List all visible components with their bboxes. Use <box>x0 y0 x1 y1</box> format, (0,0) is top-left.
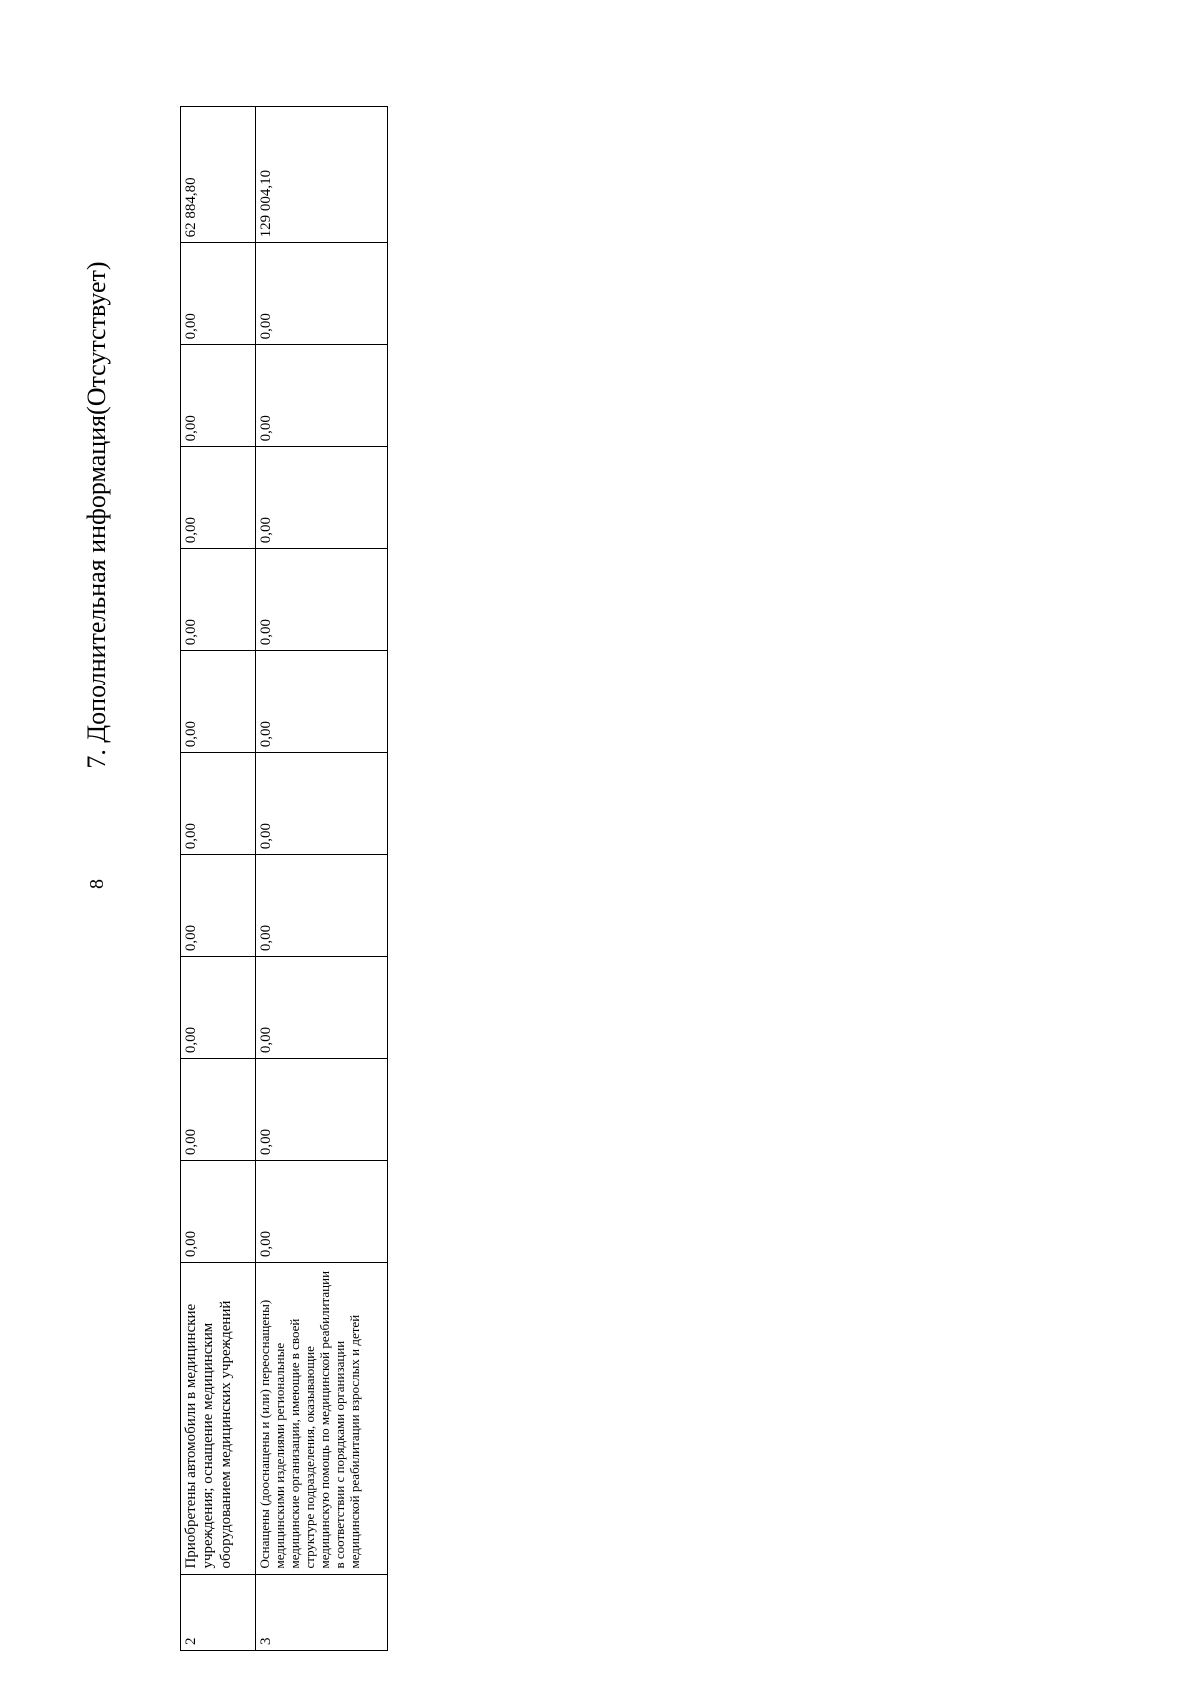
value-cell: 0,00 <box>181 651 256 753</box>
value-cell: 0,00 <box>256 1059 388 1161</box>
total-cell: 129 004,10 <box>256 107 388 243</box>
value-cell: 0,00 <box>181 243 256 345</box>
rotated-table-wrapper <box>180 106 381 1651</box>
row-description: Приобретены автомобили в медицинские учреждения; оснащение медицинским оборудованием медицинских учреждений <box>181 1263 256 1574</box>
table-row <box>256 107 388 1651</box>
value-cell: 0,00 <box>256 1161 388 1263</box>
value-cell: 0,00 <box>256 345 388 447</box>
page-number: 8 <box>86 879 108 889</box>
data-table <box>180 106 388 1651</box>
table-row <box>181 107 256 1651</box>
value-cell: 0,00 <box>181 1161 256 1263</box>
value-cell: 0,00 <box>256 855 388 957</box>
total-cell: 62 884,80 <box>181 107 256 243</box>
row-number: 3 <box>256 1574 388 1650</box>
value-cell: 0,00 <box>256 243 388 345</box>
value-cell: 0,00 <box>181 447 256 549</box>
value-cell: 0,00 <box>181 753 256 855</box>
value-cell: 0,00 <box>181 549 256 651</box>
value-cell: 0,00 <box>181 855 256 957</box>
value-cell: 0,00 <box>256 447 388 549</box>
value-cell: 0,00 <box>256 753 388 855</box>
section-title: 7. Дополнительная информация(Отсутствует) <box>82 261 111 769</box>
value-cell: 0,00 <box>256 549 388 651</box>
row-number: 2 <box>181 1574 256 1650</box>
value-cell: 0,00 <box>256 957 388 1059</box>
value-cell: 0,00 <box>256 651 388 753</box>
value-cell: 0,00 <box>181 957 256 1059</box>
row-description: Оснащены (дооснащены и (или) переоснащены) медицинскими изделиями региональные медицинские организации, имеющие в своей структуре подразделения, оказывающие медицинскую помощь по медицинской реабилитации в соответствии с порядками организации медицинской реабилитации взрослых и детей <box>256 1263 388 1574</box>
value-cell: 0,00 <box>181 345 256 447</box>
value-cell: 0,00 <box>181 1059 256 1161</box>
